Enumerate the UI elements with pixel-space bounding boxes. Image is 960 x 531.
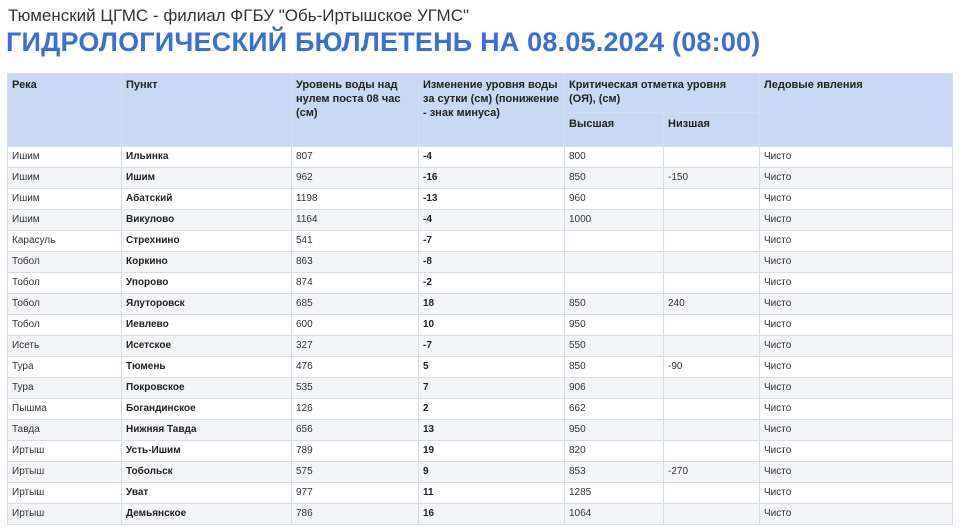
ice-cell: Чисто <box>760 147 953 168</box>
ice-cell: Чисто <box>760 420 953 441</box>
critical-high-cell: 906 <box>565 378 664 399</box>
change-cell: 7 <box>419 378 565 399</box>
critical-high-cell <box>565 273 664 294</box>
critical-high-cell: 950 <box>565 420 664 441</box>
point-cell: Ильинка <box>122 147 292 168</box>
river-cell: Тура <box>8 378 122 399</box>
change-cell: 2 <box>419 399 565 420</box>
table-row <box>8 273 953 294</box>
river-cell: Тура <box>8 357 122 378</box>
river-cell: Тобол <box>8 273 122 294</box>
level-cell: 807 <box>292 147 419 168</box>
change-cell: 5 <box>419 357 565 378</box>
critical-low-cell <box>664 420 760 441</box>
level-cell: 863 <box>292 252 419 273</box>
point-cell: Иевлево <box>122 315 292 336</box>
critical-low-cell <box>664 504 760 525</box>
table-row <box>8 504 953 525</box>
change-cell: -13 <box>419 189 565 210</box>
point-cell: Исетское <box>122 336 292 357</box>
river-cell: Тобол <box>8 294 122 315</box>
critical-low-cell <box>664 315 760 336</box>
level-cell: 1164 <box>292 210 419 231</box>
river-cell: Тобол <box>8 315 122 336</box>
table-row <box>8 210 953 231</box>
change-cell: -7 <box>419 336 565 357</box>
table-row <box>8 420 953 441</box>
table-row <box>8 252 953 273</box>
critical-high-cell: 850 <box>565 294 664 315</box>
point-cell: Тобольск <box>122 462 292 483</box>
point-cell: Демьянское <box>122 504 292 525</box>
critical-high-cell <box>565 252 664 273</box>
table-row <box>8 462 953 483</box>
change-cell: 19 <box>419 441 565 462</box>
header-ice: Ледовые явления <box>760 74 953 147</box>
critical-high-cell: 1064 <box>565 504 664 525</box>
point-cell: Тюмень <box>122 357 292 378</box>
critical-low-cell <box>664 252 760 273</box>
point-cell: Усть-Ишим <box>122 441 292 462</box>
critical-low-cell: 240 <box>664 294 760 315</box>
critical-high-cell: 550 <box>565 336 664 357</box>
critical-low-cell <box>664 189 760 210</box>
table-row <box>8 336 953 357</box>
level-cell: 685 <box>292 294 419 315</box>
river-cell: Тобол <box>8 252 122 273</box>
point-cell: Викулово <box>122 210 292 231</box>
header-point: Пункт <box>122 74 292 147</box>
critical-low-cell: -270 <box>664 462 760 483</box>
river-cell: Иртыш <box>8 462 122 483</box>
river-cell: Иртыш <box>8 504 122 525</box>
ice-cell: Чисто <box>760 441 953 462</box>
header-level-change: Изменение уровня воды за сутки (см) (понижение - знак минуса) <box>419 74 565 147</box>
river-cell: Тавда <box>8 420 122 441</box>
critical-low-cell <box>664 483 760 504</box>
table-row <box>8 168 953 189</box>
river-cell: Исеть <box>8 336 122 357</box>
change-cell: -4 <box>419 210 565 231</box>
point-cell: Нижняя Тавда <box>122 420 292 441</box>
ice-cell: Чисто <box>760 483 953 504</box>
level-cell: 541 <box>292 231 419 252</box>
header-river: Река <box>8 74 122 147</box>
point-cell: Упорово <box>122 273 292 294</box>
table-row <box>8 483 953 504</box>
header-critical-high: Высшая <box>565 113 664 147</box>
change-cell: 16 <box>419 504 565 525</box>
point-cell: Богандинское <box>122 399 292 420</box>
change-cell: -7 <box>419 231 565 252</box>
critical-high-cell: 853 <box>565 462 664 483</box>
level-cell: 575 <box>292 462 419 483</box>
change-cell: 18 <box>419 294 565 315</box>
table-body <box>8 147 953 525</box>
table-row <box>8 399 953 420</box>
ice-cell: Чисто <box>760 357 953 378</box>
ice-cell: Чисто <box>760 189 953 210</box>
level-cell: 476 <box>292 357 419 378</box>
critical-low-cell: -90 <box>664 357 760 378</box>
critical-high-cell: 820 <box>565 441 664 462</box>
level-cell: 656 <box>292 420 419 441</box>
critical-high-cell: 960 <box>565 189 664 210</box>
ice-cell: Чисто <box>760 378 953 399</box>
level-cell: 786 <box>292 504 419 525</box>
critical-high-cell <box>565 231 664 252</box>
ice-cell: Чисто <box>760 294 953 315</box>
ice-cell: Чисто <box>760 399 953 420</box>
level-cell: 126 <box>292 399 419 420</box>
change-cell: 11 <box>419 483 565 504</box>
header-critical-mark: Критическая отметка уровня (ОЯ), (см) <box>565 74 760 113</box>
point-cell: Ишим <box>122 168 292 189</box>
critical-low-cell <box>664 231 760 252</box>
river-cell: Иртыш <box>8 483 122 504</box>
table-row <box>8 231 953 252</box>
critical-low-cell <box>664 273 760 294</box>
critical-low-cell <box>664 147 760 168</box>
level-cell: 1198 <box>292 189 419 210</box>
river-cell: Ишим <box>8 168 122 189</box>
point-cell: Ялуторовск <box>122 294 292 315</box>
critical-low-cell <box>664 210 760 231</box>
organization-subtitle: Тюменский ЦГМС - филиал ФГБУ "Обь-Иртышское УГМС" <box>8 6 470 25</box>
level-cell: 535 <box>292 378 419 399</box>
critical-high-cell: 662 <box>565 399 664 420</box>
river-cell: Иртыш <box>8 441 122 462</box>
level-cell: 600 <box>292 315 419 336</box>
level-cell: 874 <box>292 273 419 294</box>
change-cell: -16 <box>419 168 565 189</box>
river-cell: Ишим <box>8 147 122 168</box>
change-cell: -4 <box>419 147 565 168</box>
ice-cell: Чисто <box>760 462 953 483</box>
change-cell: 13 <box>419 420 565 441</box>
point-cell: Уват <box>122 483 292 504</box>
header-water-level: Уровень воды над нулем поста 08 час (см) <box>292 74 419 147</box>
ice-cell: Чисто <box>760 504 953 525</box>
ice-cell: Чисто <box>760 252 953 273</box>
ice-cell: Чисто <box>760 336 953 357</box>
header-critical-low: Низшая <box>664 113 760 147</box>
change-cell: -2 <box>419 273 565 294</box>
level-cell: 977 <box>292 483 419 504</box>
table-row <box>8 294 953 315</box>
ice-cell: Чисто <box>760 231 953 252</box>
critical-low-cell <box>664 399 760 420</box>
point-cell: Покровское <box>122 378 292 399</box>
change-cell: 10 <box>419 315 565 336</box>
ice-cell: Чисто <box>760 168 953 189</box>
level-cell: 962 <box>292 168 419 189</box>
river-cell: Ишим <box>8 189 122 210</box>
table-header <box>8 74 953 147</box>
level-cell: 327 <box>292 336 419 357</box>
change-cell: 9 <box>419 462 565 483</box>
table-row <box>8 441 953 462</box>
table-row <box>8 147 953 168</box>
critical-low-cell <box>664 441 760 462</box>
hydrology-table-container <box>7 73 952 525</box>
table-row <box>8 378 953 399</box>
critical-high-cell: 1000 <box>565 210 664 231</box>
river-cell: Пышма <box>8 399 122 420</box>
hydrology-table <box>7 73 953 525</box>
table-row <box>8 189 953 210</box>
critical-low-cell <box>664 336 760 357</box>
critical-high-cell: 850 <box>565 357 664 378</box>
critical-high-cell: 800 <box>565 147 664 168</box>
level-cell: 789 <box>292 441 419 462</box>
ice-cell: Чисто <box>760 210 953 231</box>
critical-high-cell: 950 <box>565 315 664 336</box>
table-row <box>8 315 953 336</box>
critical-low-cell <box>664 378 760 399</box>
critical-high-cell: 850 <box>565 168 664 189</box>
river-cell: Карасуль <box>8 231 122 252</box>
ice-cell: Чисто <box>760 315 953 336</box>
critical-high-cell: 1285 <box>565 483 664 504</box>
point-cell: Коркино <box>122 252 292 273</box>
point-cell: Абатский <box>122 189 292 210</box>
change-cell: -8 <box>419 252 565 273</box>
table-row <box>8 357 953 378</box>
bulletin-title: ГИДРОЛОГИЧЕСКИЙ БЮЛЛЕТЕНЬ НА 08.05.2024 (08:00) <box>6 27 761 57</box>
river-cell: Ишим <box>8 210 122 231</box>
point-cell: Стрехнино <box>122 231 292 252</box>
ice-cell: Чисто <box>760 273 953 294</box>
critical-low-cell: -150 <box>664 168 760 189</box>
